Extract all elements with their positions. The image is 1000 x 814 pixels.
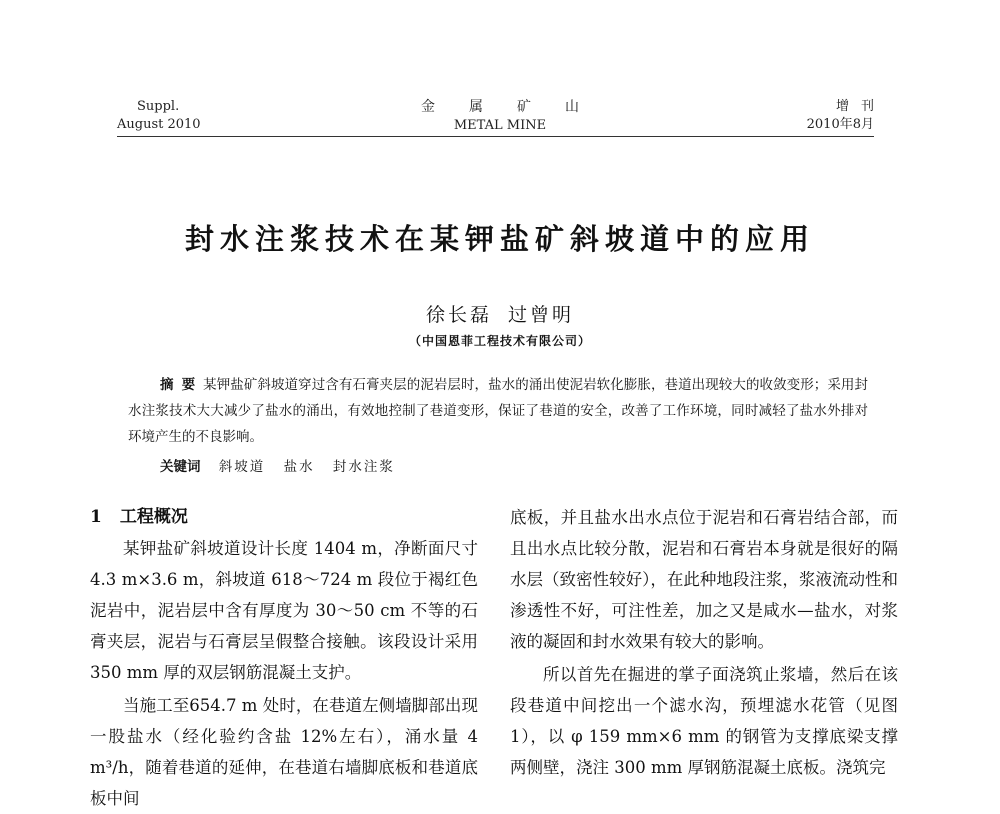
author-name: 过曾明 <box>508 304 575 326</box>
running-header-center <box>400 98 613 135</box>
journal-name-cn: 金属矿山 <box>421 99 613 115</box>
abstract <box>128 372 868 450</box>
abstract-text: 某钾盐矿斜坡道穿过含有石膏夹层的泥岩层时，盐水的涌出使泥岩软化膨胀，巷道出现较大的收敛变形；采用封水注浆技术大大减少了盐水的涌出，有效地控制了巷道变形，保证了巷道的安全，改善了工作环境，同时减轻了盐水外排对环境产生的不良影响。 <box>128 377 868 445</box>
section-title: 工程概况 <box>119 507 188 527</box>
keywords <box>160 455 409 475</box>
body-paragraph: 底板，并且盐水出水点位于泥岩和石膏岩结合部，而且出水点比较分散，泥岩和石膏岩本身就是很好的隔水层（致密性较好），在此种地段注浆，浆液流动性和渗透性不好，可注性差，加之又是咸水—盐水，对浆液的凝固和封水效果有较大的影响。 <box>510 508 898 651</box>
body-column-right <box>510 502 898 783</box>
keywords-label: 关键词 <box>160 459 201 475</box>
header-rule <box>117 136 874 137</box>
section-heading <box>90 502 478 533</box>
keyword: 封水注浆 <box>332 459 395 475</box>
header-supplement-cn: 增刊 <box>835 99 886 114</box>
body-paragraph: 所以首先在掘进的掌子面浇筑止浆墙，然后在该段巷道中间挖出一个滤水沟，预埋滤水花管（见图1），以 φ 159 mm×6 mm 的钢管为支撑底梁支撑两侧壁，浇注 300 mm 厚钢筋混凝土底板。浇筑完 <box>510 665 898 777</box>
body-paragraph: 当施工至654.7 m 处时，在巷道左侧墙脚部出现一股盐水（经化验约含盐 12%左右），涌水量 4 m³/h，随着巷道的延伸，在巷道右墙脚底板和巷道底板中间 <box>90 696 478 808</box>
header-suppl: Suppl. <box>137 99 180 114</box>
keyword: 盐水 <box>283 459 315 475</box>
header-date-cn: 2010年8月 <box>806 117 874 132</box>
keyword: 斜坡道 <box>218 459 266 475</box>
section-number: 1 <box>90 507 102 527</box>
body-paragraph: 某钾盐矿斜坡道设计长度 1404 m，净断面尺寸4.3 m×3.6 m，斜坡道 618～724 m 段位于褐红色泥岩中，泥岩层中含有厚度为 30～50 cm 不等的石膏夹层，泥岩与石膏层呈假整合接触。该段设计采用350 mm 厚的双层钢筋混凝土支护。 <box>90 539 478 682</box>
journal-name-en: METAL MINE <box>453 118 547 133</box>
header-date-en: August 2010 <box>117 117 201 132</box>
affiliation: （中国恩菲工程技术有限公司） <box>408 334 591 348</box>
author-list <box>0 300 1000 327</box>
paper-title: 封水注浆技术在某钾盐矿斜坡道中的应用 <box>184 222 815 256</box>
abstract-label: 摘要 <box>160 377 204 393</box>
running-header-right <box>806 98 886 134</box>
author-name: 徐长磊 <box>425 304 492 326</box>
body-column-left <box>90 502 478 814</box>
running-header-left <box>117 98 201 134</box>
